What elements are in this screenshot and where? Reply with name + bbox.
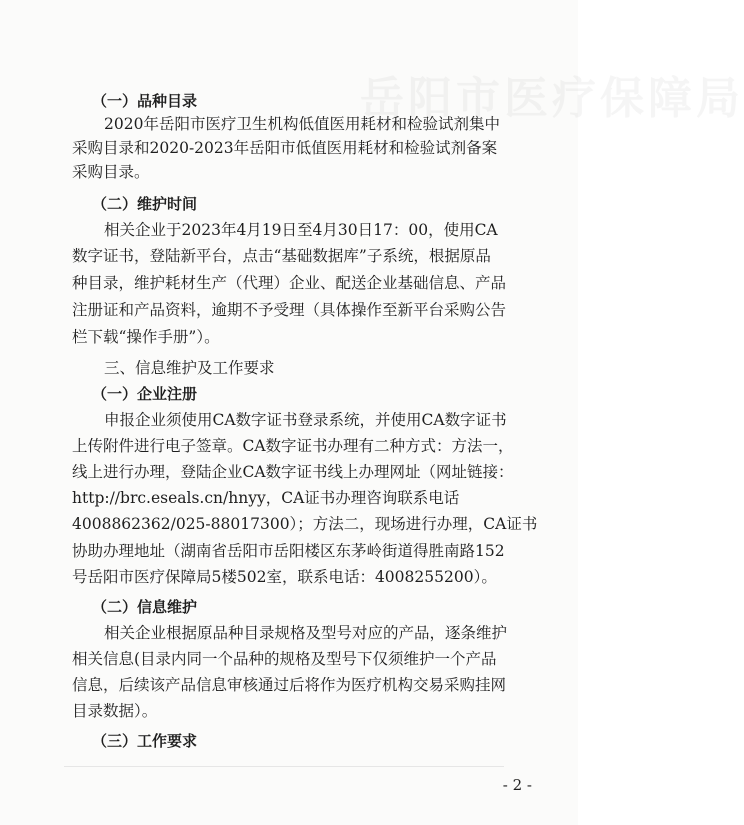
paragraph-line: 相关信息(目录内同一个品种的规格及型号下仅须维护一个产品	[72, 650, 497, 668]
paragraph-line: 种目录，维护耗材生产（代理）企业、配送企业基础信息、产品	[72, 274, 507, 292]
paragraph-line: 信息，后续该产品信息审核通过后将作为医疗机构交易采购挂网	[72, 676, 507, 694]
paragraph-line: 相关企业根据原品种目录规格及型号对应的产品，逐条维护	[104, 624, 508, 642]
paragraph-line: 号岳阳市医疗保障局5楼502室，联系电话：4008255200）。	[72, 568, 497, 586]
paragraph-line: 数字证书，登陆新平台，点击“基础数据库”子系统，根据原品	[72, 247, 491, 265]
paragraph-line: 线上进行办理，登陆企业CA数字证书线上办理网址（网址链接：	[72, 463, 514, 481]
bleed-through-header: 岳阳市医疗保障局	[360, 73, 744, 124]
paragraph-line: 协助办理地址（湖南省岳阳市岳阳楼区东茅岭街道得胜南路152	[72, 542, 505, 560]
paragraph-line: 注册证和产品资料，逾期不予受理（具体操作至新平台采购公告	[72, 301, 507, 319]
paragraph-line: 采购目录和2020-2023年岳阳市低值医用耗材和检验试剂备案	[72, 139, 498, 157]
section-heading: （一）品种目录	[92, 92, 198, 110]
divider	[64, 766, 504, 767]
paragraph-line: 上传附件进行电子签章。CA数字证书办理有二种方式：方法一，	[72, 437, 514, 455]
paragraph-line: 采购目录。	[72, 163, 150, 181]
paragraph-line: 栏下载“操作手册”）。	[72, 328, 220, 346]
subsection-heading: （二）信息维护	[92, 598, 198, 616]
subsection-heading: （一）企业注册	[92, 385, 198, 403]
paragraph-line: 目录数据）。	[72, 702, 158, 720]
paragraph-line: 2020年岳阳市医疗卫生机构低值医用耗材和检验试剂集中	[104, 115, 500, 133]
subsection-heading: （三）工作要求	[92, 732, 198, 750]
page-number: - 2 -	[502, 776, 532, 794]
section-heading: （二）维护时间	[92, 195, 198, 213]
paragraph-line: 申报企业须使用CA数字证书登录系统，并使用CA数字证书	[104, 411, 507, 429]
paragraph-line: 4008862362/025-88017300）；方法二，现场进行办理，CA证书	[72, 515, 538, 533]
paragraph-line: 相关企业于2023年4月19日至4月30日17：00，使用CA	[104, 221, 498, 239]
paragraph-line: http://brc.eseals.cn/hnyy，CA证书办理咨询联系电话	[72, 489, 460, 507]
section-heading: 三、信息维护及工作要求	[104, 359, 275, 377]
